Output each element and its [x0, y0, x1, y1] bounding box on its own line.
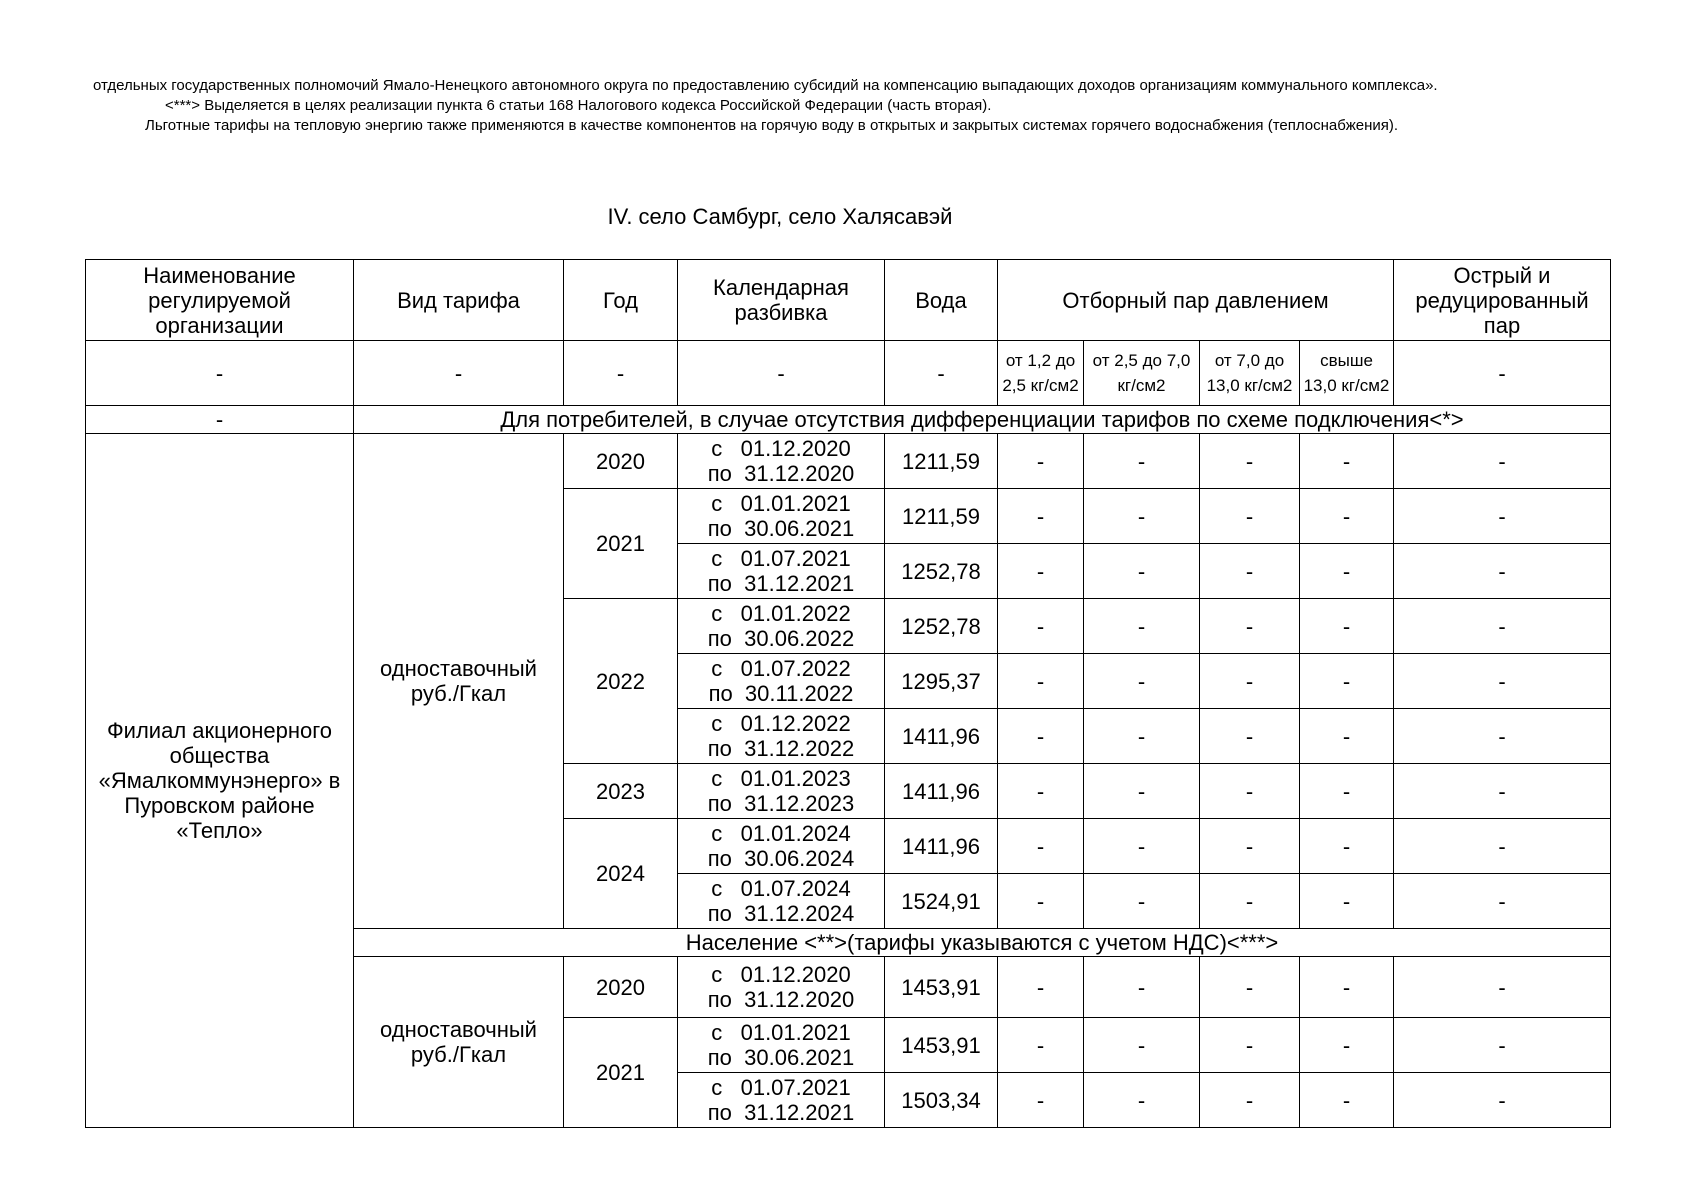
- subheader-steam-1: от 1,2 до 2,5 кг/см2: [998, 341, 1084, 406]
- footnotes: [93, 76, 1601, 136]
- year-cell: 2024: [564, 819, 678, 929]
- table-row: [86, 434, 1611, 489]
- water-value: 1411,96: [885, 709, 998, 764]
- water-value: 1411,96: [885, 819, 998, 874]
- year-cell: 2022: [564, 599, 678, 764]
- dash-cell: -: [1200, 957, 1300, 1018]
- subheader-dash: -: [564, 341, 678, 406]
- header-steam: Отборный пар давлением: [998, 260, 1394, 341]
- period-cell: с 01.01.2021 по 30.06.2021: [678, 489, 885, 544]
- subheader-steam-4: свыше 13,0 кг/см2: [1300, 341, 1394, 406]
- period-cell: с 01.01.2021 по 30.06.2021: [678, 1018, 885, 1073]
- dash-cell: -: [1084, 957, 1200, 1018]
- period-cell: с 01.07.2021 по 31.12.2021: [678, 544, 885, 599]
- organization-name: Филиал акционерного общества «Ямалкоммунэнерго» в Пуровском районе «Тепло»: [86, 434, 354, 1128]
- tariff-table: [85, 259, 1611, 1128]
- dash-cell: -: [998, 544, 1084, 599]
- tariff-type-2: одноставочный руб./Гкал: [354, 957, 564, 1128]
- period-cell: с 01.07.2021 по 31.12.2021: [678, 1073, 885, 1128]
- subheader-steam-3: от 7,0 до 13,0 кг/см2: [1200, 341, 1300, 406]
- dash-cell: -: [1084, 654, 1200, 709]
- period-cell: с 01.01.2023 по 31.12.2023: [678, 764, 885, 819]
- subheader-dash: -: [86, 341, 354, 406]
- dash-cell: -: [1394, 957, 1611, 1018]
- dash-cell: -: [1300, 599, 1394, 654]
- dash-cell: -: [998, 434, 1084, 489]
- water-value: 1295,37: [885, 654, 998, 709]
- water-value: 1524,91: [885, 874, 998, 929]
- band-population: Население <**>(тарифы указываются с учетом НДС)<***>: [354, 929, 1611, 957]
- dash-cell: -: [998, 599, 1084, 654]
- water-value: 1411,96: [885, 764, 998, 819]
- subheader-dash: -: [885, 341, 998, 406]
- tariff-type-1: одноставочный руб./Гкал: [354, 434, 564, 929]
- dash-cell: -: [1300, 1073, 1394, 1128]
- dash-cell: -: [1200, 599, 1300, 654]
- dash-cell: -: [998, 764, 1084, 819]
- dash-cell: -: [1300, 819, 1394, 874]
- dash-cell: -: [1394, 654, 1611, 709]
- dash-cell: -: [1084, 599, 1200, 654]
- dash-cell: -: [1394, 764, 1611, 819]
- period-cell: с 01.01.2024 по 30.06.2024: [678, 819, 885, 874]
- dash-cell: -: [1394, 1073, 1611, 1128]
- dash-cell: -: [1084, 764, 1200, 819]
- dash-cell: -: [998, 489, 1084, 544]
- dash-cell: -: [1394, 434, 1611, 489]
- dash-cell: -: [1394, 544, 1611, 599]
- period-cell: с 01.07.2024 по 31.12.2024: [678, 874, 885, 929]
- water-value: 1503,34: [885, 1073, 998, 1128]
- dash-cell: -: [998, 654, 1084, 709]
- dash-cell: -: [1394, 599, 1611, 654]
- water-value: 1453,91: [885, 957, 998, 1018]
- dash-cell: -: [1200, 544, 1300, 599]
- dash-cell: -: [1300, 654, 1394, 709]
- water-value: 1252,78: [885, 599, 998, 654]
- subheader-row: [86, 341, 1611, 406]
- dash-cell: -: [998, 1018, 1084, 1073]
- period-cell: с 01.12.2020 по 31.12.2020: [678, 957, 885, 1018]
- year-cell: 2021: [564, 1018, 678, 1128]
- header-year: Год: [564, 260, 678, 341]
- year-cell: 2020: [564, 957, 678, 1018]
- dash-cell: -: [998, 1073, 1084, 1128]
- band-consumers: Для потребителей, в случае отсутствия дифференциации тарифов по схеме подключения<*>: [354, 406, 1611, 434]
- dash-cell: -: [1084, 1018, 1200, 1073]
- dash-cell: -: [1300, 544, 1394, 599]
- dash-cell: -: [998, 874, 1084, 929]
- dash-cell: -: [1200, 764, 1300, 819]
- period-cell: с 01.01.2022 по 30.06.2022: [678, 599, 885, 654]
- header-period: Календарная разбивка: [678, 260, 885, 341]
- dash-cell: -: [1300, 489, 1394, 544]
- dash-cell: -: [1394, 874, 1611, 929]
- dash-cell: -: [1200, 1073, 1300, 1128]
- band-dash: -: [86, 406, 354, 434]
- year-cell: 2023: [564, 764, 678, 819]
- dash-cell: -: [998, 709, 1084, 764]
- dash-cell: -: [1394, 1018, 1611, 1073]
- dash-cell: -: [1084, 874, 1200, 929]
- dash-cell: -: [1084, 819, 1200, 874]
- dash-cell: -: [1200, 709, 1300, 764]
- footnote-vat: <***> Выделяется в целях реализации пункта 6 статьи 168 Налогового кодекса Российской Федерации (часть вторая).: [165, 97, 992, 114]
- dash-cell: -: [1200, 489, 1300, 544]
- footnote-continuation: отдельных государственных полномочий Ямало-Ненецкого автономного округа по предоставлению субсидий на компенсацию выпадающих доходов организациям коммунального комплекса».: [93, 77, 1438, 94]
- dash-cell: -: [1200, 874, 1300, 929]
- header-water: Вода: [885, 260, 998, 341]
- header-org: Наименование регулируемой организации: [86, 260, 354, 341]
- period-cell: с 01.12.2022 по 31.12.2022: [678, 709, 885, 764]
- dash-cell: -: [1300, 1018, 1394, 1073]
- dash-cell: -: [1084, 489, 1200, 544]
- period-cell: с 01.12.2020 по 31.12.2020: [678, 434, 885, 489]
- header-tariff-type: Вид тарифа: [354, 260, 564, 341]
- dash-cell: -: [1084, 709, 1200, 764]
- subheader-dash: -: [1394, 341, 1611, 406]
- water-value: 1211,59: [885, 489, 998, 544]
- band-row-consumers: [86, 406, 1611, 434]
- year-cell: 2020: [564, 434, 678, 489]
- dash-cell: -: [998, 957, 1084, 1018]
- period-cell: с 01.07.2022 по 30.11.2022: [678, 654, 885, 709]
- header-sharp-steam: Острый и редуцированный пар: [1394, 260, 1611, 341]
- dash-cell: -: [1300, 709, 1394, 764]
- dash-cell: -: [1084, 1073, 1200, 1128]
- footnote-hot-water: Льготные тарифы на тепловую энергию также применяются в качестве компонентов на горячую воду в открытых и закрытых системах горячего водоснабжения (теплоснабжения).: [145, 117, 1399, 134]
- dash-cell: -: [1300, 957, 1394, 1018]
- dash-cell: -: [1394, 819, 1611, 874]
- year-cell: 2021: [564, 489, 678, 599]
- dash-cell: -: [1084, 434, 1200, 489]
- dash-cell: -: [1200, 654, 1300, 709]
- dash-cell: -: [1300, 874, 1394, 929]
- header-row: [86, 260, 1611, 341]
- subheader-steam-2: от 2,5 до 7,0 кг/см2: [1084, 341, 1200, 406]
- dash-cell: -: [1394, 489, 1611, 544]
- dash-cell: -: [1394, 709, 1611, 764]
- dash-cell: -: [1200, 434, 1300, 489]
- dash-cell: -: [1200, 1018, 1300, 1073]
- dash-cell: -: [1300, 764, 1394, 819]
- subheader-dash: -: [354, 341, 564, 406]
- water-value: 1252,78: [885, 544, 998, 599]
- dash-cell: -: [1084, 544, 1200, 599]
- water-value: 1453,91: [885, 1018, 998, 1073]
- section-title: IV. село Самбург, село Халясавэй: [607, 204, 953, 229]
- dash-cell: -: [998, 819, 1084, 874]
- water-value: 1211,59: [885, 434, 998, 489]
- dash-cell: -: [1300, 434, 1394, 489]
- subheader-dash: -: [678, 341, 885, 406]
- dash-cell: -: [1200, 819, 1300, 874]
